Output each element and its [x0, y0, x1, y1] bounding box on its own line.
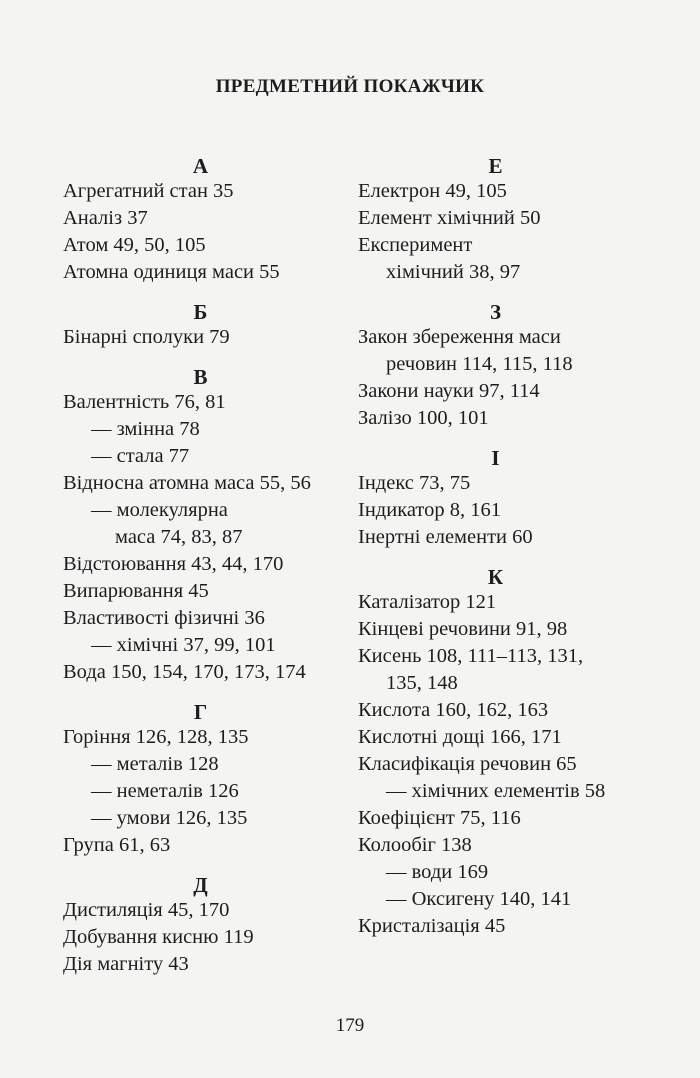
- section-letter: З: [489, 300, 502, 324]
- index-subentry: — молекулярна: [91, 499, 228, 521]
- index-entry: Дія магніту 43: [63, 953, 189, 975]
- index-entry: Група 61, 63: [63, 834, 171, 856]
- section-letter: Г: [193, 700, 208, 724]
- index-entry: Електрон 49, 105: [358, 180, 507, 202]
- index-subentry: речовин 114, 115, 118: [386, 353, 573, 375]
- index-subentry: — металів 128: [91, 753, 219, 775]
- index-section: [358, 559, 688, 940]
- index-entry: Добування кисню 119: [63, 926, 254, 948]
- index-entry: Залізо 100, 101: [358, 407, 489, 429]
- index-entry: Експеримент: [358, 234, 473, 256]
- index-entry: Випарювання 45: [63, 580, 209, 602]
- index-section: [63, 867, 353, 978]
- index-subentry: маса 74, 83, 87: [115, 526, 243, 548]
- section-letter: Д: [193, 873, 208, 897]
- index-entry: Колообіг 138: [358, 834, 472, 856]
- index-section: [358, 294, 688, 432]
- index-subentry: — змінна 78: [91, 418, 200, 440]
- index-subentry: 135, 148: [386, 672, 458, 694]
- section-letter: Е: [488, 154, 503, 178]
- index-entry: Каталізатор 121: [358, 591, 497, 613]
- index-entry: Кислота 160, 162, 163: [358, 699, 549, 721]
- section-letter: К: [487, 565, 504, 589]
- index-section: [358, 148, 688, 286]
- index-subentry: хімічний 38, 97: [386, 261, 521, 283]
- index-entry: Атом 49, 50, 105: [63, 234, 206, 256]
- section-letter: А: [192, 154, 209, 178]
- index-entry: Кислотні дощі 166, 171: [358, 726, 562, 748]
- index-entry: Бінарні сполуки 79: [63, 326, 230, 348]
- index-subentry: — Оксигену 140, 141: [386, 888, 572, 910]
- index-entry: Індекс 73, 75: [358, 472, 471, 494]
- index-entry: Індикатор 8, 161: [358, 499, 501, 521]
- index-entry: Класифікація речовин 65: [358, 753, 577, 775]
- index-subentry: — умови 126, 135: [91, 807, 248, 829]
- index-entry: Коефіцієнт 75, 116: [358, 807, 521, 829]
- index-subentry: — хімічних елементів 58: [386, 780, 606, 802]
- index-entry: Горіння 126, 128, 135: [63, 726, 249, 748]
- index-entry: Закон збереження маси: [358, 326, 561, 348]
- index-entry: Дистиляція 45, 170: [63, 899, 230, 921]
- index-entry: Атомна одиниця маси 55: [63, 261, 280, 283]
- page-title: ПРЕДМЕТНИЙ ПОКАЖЧИК: [215, 76, 485, 97]
- index-subentry: — неметалів 126: [91, 780, 239, 802]
- index-entry: Кисень 108, 111–113, 131,: [358, 645, 584, 667]
- index-entry: Властивості фізичні 36: [63, 607, 265, 629]
- index-entry: Закони науки 97, 114: [358, 380, 540, 402]
- index-column-right: [358, 148, 688, 948]
- section-letter: Б: [193, 300, 208, 324]
- index-entry: Аналіз 37: [63, 207, 148, 229]
- index-entry: Кристалізація 45: [358, 915, 506, 937]
- page-number: 179: [335, 1015, 365, 1036]
- index-entry: Елемент хімічний 50: [358, 207, 541, 229]
- index-entry: Інертні елементи 60: [358, 526, 533, 548]
- index-entry: Відносна атомна маса 55, 56: [63, 472, 311, 494]
- index-section: [63, 294, 353, 351]
- index-subentry: — хімічні 37, 99, 101: [91, 634, 276, 656]
- index-entry: Валентність 76, 81: [63, 391, 226, 413]
- index-entry: Кінцеві речовини 91, 98: [358, 618, 568, 640]
- section-letter: І: [491, 446, 500, 470]
- index-entry: Агрегатний стан 35: [63, 180, 234, 202]
- index-section: [63, 694, 353, 859]
- index-section: [63, 148, 353, 286]
- index-entry: Вода 150, 154, 170, 173, 174: [63, 661, 306, 683]
- index-column-left: [63, 148, 353, 986]
- index-subentry: — стала 77: [91, 445, 190, 467]
- index-section: [358, 440, 688, 551]
- index-entry: Відстоювання 43, 44, 170: [63, 553, 284, 575]
- index-subentry: — води 169: [386, 861, 489, 883]
- index-section: [63, 359, 353, 686]
- section-letter: В: [193, 365, 208, 389]
